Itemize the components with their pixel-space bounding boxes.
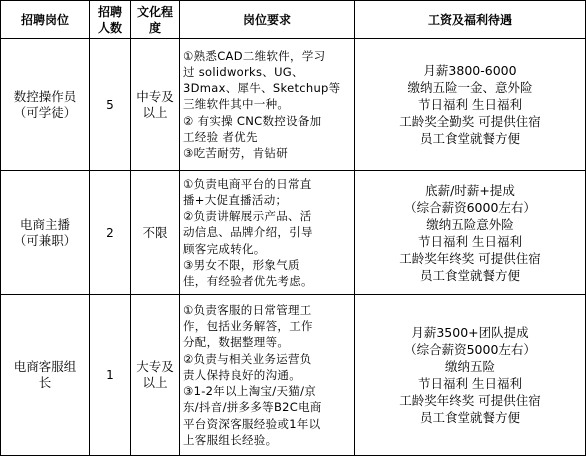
position-cell bbox=[1, 295, 90, 456]
education-line: 大专及 bbox=[136, 359, 174, 374]
count-cell: 2 bbox=[90, 171, 131, 295]
requirement-line: 东/抖音/拼多多等B2C电商 bbox=[183, 400, 322, 415]
education-cell bbox=[131, 295, 180, 456]
table-row bbox=[1, 171, 586, 295]
position-cell bbox=[1, 39, 90, 171]
salary-line: 员工食堂就餐方便 bbox=[419, 131, 520, 146]
salary-cell bbox=[355, 295, 586, 456]
table-row bbox=[1, 39, 586, 171]
count-cell: 1 bbox=[90, 295, 131, 456]
requirement-line: 责人保持良好的沟通。 bbox=[183, 367, 301, 382]
salary-cell bbox=[355, 39, 586, 171]
position-line: （可兼职） bbox=[13, 232, 77, 248]
header-count-line: 人数 bbox=[97, 20, 122, 35]
salary-line: 员工食堂就餐方便 bbox=[419, 267, 520, 283]
requirement-line: 平台资深客服经验或1年以 bbox=[183, 416, 321, 431]
requirement-line: ②负责讲解展示产品、活 bbox=[183, 209, 312, 224]
count-cell: 5 bbox=[90, 39, 131, 171]
header-education-line: 文化程 bbox=[136, 4, 173, 19]
requirement-line: ③吃苦耐劳，肯钻研 bbox=[183, 146, 289, 160]
requirement-line: ② 有实操 CNC数控设备加 bbox=[183, 113, 322, 128]
salary-line: 底薪/时薪+提成 bbox=[425, 182, 515, 198]
salary-line: 工龄奖年终奖 可提供住宿 bbox=[399, 250, 541, 266]
education-cell bbox=[131, 171, 180, 295]
requirements-cell bbox=[180, 295, 355, 456]
position-line: 数控操作员 bbox=[13, 88, 77, 104]
salary-line: （综合薪资6000左右） bbox=[404, 199, 536, 215]
salary-line: 节日福利 生日福利 bbox=[418, 97, 522, 112]
header-count bbox=[90, 1, 131, 39]
education-line: 以上 bbox=[142, 375, 168, 390]
requirement-line: 播+大促直播活动； bbox=[183, 192, 288, 207]
header-requirements: 岗位要求 bbox=[180, 1, 355, 39]
requirement-line: 顾客完成转化。 bbox=[183, 241, 266, 256]
requirement-line: 三维软件其中一种。 bbox=[183, 97, 290, 112]
requirement-line: 佳，有经验者优先考虑。 bbox=[183, 274, 313, 288]
education-line: 中专及 bbox=[136, 88, 174, 104]
salary-line: 月薪3500+团队提成 bbox=[411, 325, 529, 340]
education-cell bbox=[131, 39, 180, 171]
requirement-line: 上客服组长经验。 bbox=[183, 432, 278, 447]
header-position: 招聘岗位 bbox=[1, 1, 90, 39]
salary-line: 缴纳五险一金、意外险 bbox=[407, 80, 533, 95]
header-count-line: 招聘 bbox=[97, 4, 122, 19]
requirement-line: 作，包括业务解答，工作 bbox=[183, 319, 313, 334]
requirements-cell bbox=[180, 171, 355, 295]
salary-line: 缴纳五险 bbox=[444, 359, 495, 374]
salary-line: 月薪3800-6000 bbox=[423, 63, 517, 78]
salary-line: 缴纳五险意外险 bbox=[426, 216, 514, 232]
position-line: 长 bbox=[38, 375, 52, 390]
salary-line: （综合薪资5000左右） bbox=[404, 342, 536, 357]
education-line: 不限 bbox=[142, 224, 168, 240]
position-line: 电商主播 bbox=[19, 216, 70, 232]
education-line: 以上 bbox=[142, 104, 168, 120]
salary-line: 节日福利 生日福利 bbox=[418, 233, 522, 249]
requirements-cell bbox=[180, 39, 355, 171]
requirement-line: 分配，数据整理等。 bbox=[183, 335, 290, 350]
header-salary: 工资及福利待遇 bbox=[355, 1, 586, 39]
requirement-line: 过 solidworks、UG、 bbox=[183, 64, 304, 79]
position-line: （可学徒） bbox=[13, 104, 77, 120]
salary-line: 员工食堂就餐方便 bbox=[419, 410, 520, 425]
requirement-line: ②负责与相关业务运营负 bbox=[183, 351, 312, 366]
requirement-line: ①负责电商平台的日常直 bbox=[183, 176, 312, 191]
table-row bbox=[1, 295, 586, 456]
requirement-line: ①熟悉CAD二维软件，学习 bbox=[183, 48, 326, 63]
header-education-line: 度 bbox=[148, 20, 161, 35]
position-line: 电商客服组 bbox=[13, 359, 77, 374]
position-cell bbox=[1, 171, 90, 295]
salary-cell bbox=[355, 171, 586, 295]
salary-line: 工龄奖年终奖 可提供住宿 bbox=[399, 393, 541, 408]
requirement-line: ③1-2年以上淘宝/天猫/京 bbox=[183, 384, 317, 399]
requirement-line: ①负责客服的日常管理工 bbox=[183, 303, 312, 318]
requirement-line: 工经验 者优先 bbox=[183, 129, 258, 144]
requirement-line: 动信息、品牌介绍，引导 bbox=[183, 225, 313, 240]
header-row bbox=[1, 1, 586, 39]
salary-line: 工龄奖全勤奖 可提供住宿 bbox=[399, 114, 541, 129]
requirement-line: 3Dmax、犀牛、Sketchup等 bbox=[183, 81, 341, 96]
salary-line: 节日福利 生日福利 bbox=[418, 376, 522, 391]
requirement-line: ③男女不限，形象气质 bbox=[183, 257, 300, 272]
header-education bbox=[131, 1, 180, 39]
